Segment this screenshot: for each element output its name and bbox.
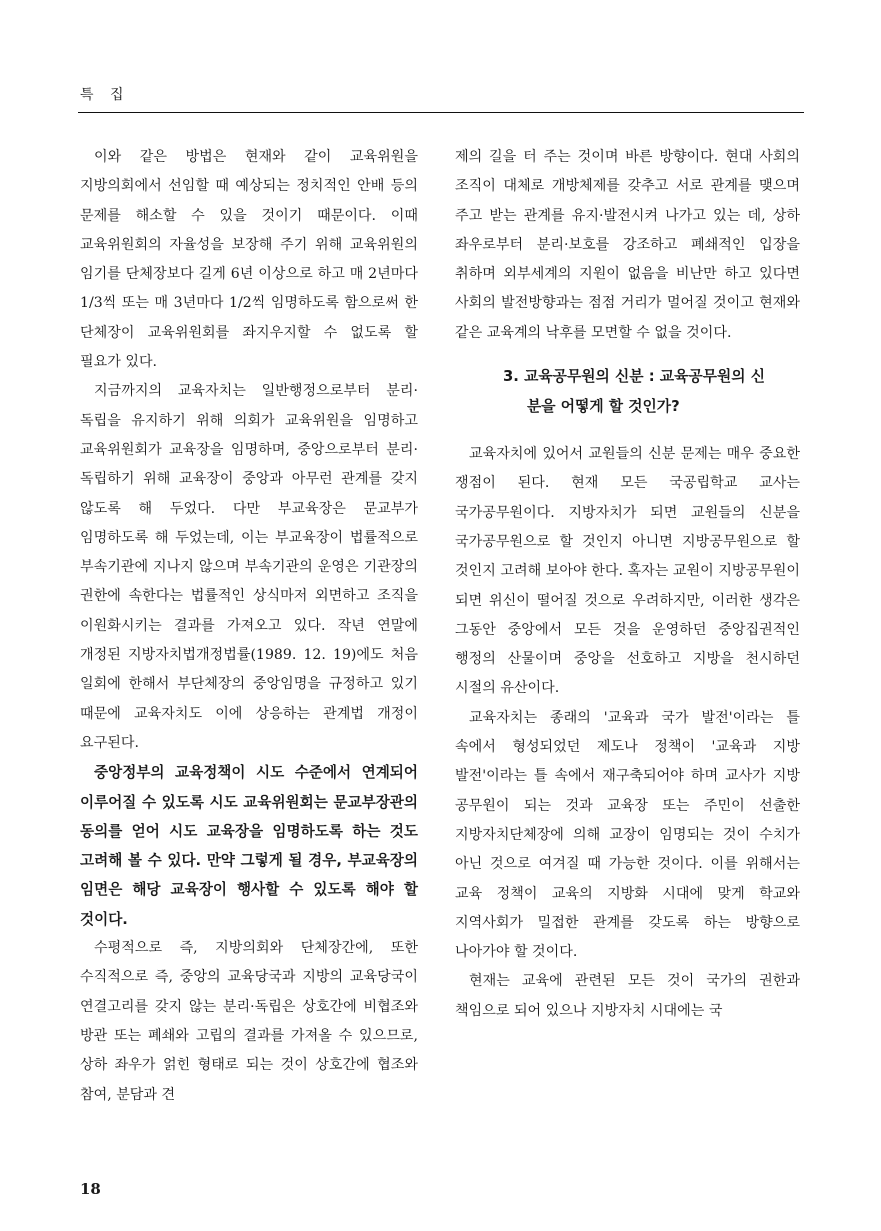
paragraph: 현재는 교육에 관련된 모든 것이 국가의 권한과 책임으로 되어 있으나 지방자치 시대에는 국 <box>455 973 800 1019</box>
paragraph: 수평적으로 즉, 지방의회와 단체장간에, 또한 수직적으로 즉, 중앙의 교육당국과 지방의 교육당국이 연결고리를 갖지 않는 분리·독립은 상호간에 비협조와 방관 또는 폐쇄와 고립의 결과를 가져올 수 있으므로, 상하 좌우가 얽힌 형태로 되는 것이 상호간에 협조와 참여, 분담과 견 <box>80 940 418 1103</box>
paragraph: 교육자치에 있어서 교원들의 신분 문제는 매우 중요한 쟁점이 된다. 현재 모든 국공립학교 교사는 국가공무원이다. 지방자치가 되면 교원들의 신분을 국가공무원으로 할 것인지 아니면 지방공무원으로 할 것인지 고려해 보아야 한다. 혹자는 교원이 지방공무원이 되면 위신이 떨어질 것으로 우려하지만, 이러한 생각은 그동안 중앙에서 모든 것을 운영하던 중앙집권적인 행정의 산물이며 중앙을 선호하고 지방을 천시하던 시절의 유산이다. <box>455 446 800 697</box>
paragraph: 교육자치는 종래의 '교육과 국가 발전'이라는 틀 속에서 형성되었던 제도나 정책이 '교육과 지방 발전'이라는 틀 속에서 재구축되어야 하며 교사가 지방 공무원이 되는 것과 교육장 또는 주민이 선출한 지방자치단체장에 의해 교장이 임명되는 것이 수치가 아닌 것으로 여겨질 때 가능한 것이다. 이를 위해서는 교육 정책이 교육의 지방화 시대에 맞게 학교와 지역사회가 밀접한 관계를 갖도록 하는 방향으로 나아가야 할 것이다. <box>455 709 800 961</box>
section-heading-line: 3. 교육공무원의 신분 : 교육공무원의 신 <box>503 368 765 386</box>
header-rule <box>78 112 804 113</box>
right-column <box>455 143 800 1026</box>
page-number: 18 <box>80 1180 101 1198</box>
paragraph: 이와 같은 방법은 현재와 같이 교육위원을 지방의회에서 선임할 때 예상되는 정치적인 안배 등의 문제를 해소할 수 있을 것이기 때문이다. 이때 교육위원회의 자율성을 보장해 주기 위해 교육위원의 임기를 단체장보다 길게 6년 이상으로 하고 매 2년마다 1/3씩 또는 매 3년마다 1/2씩 임명하도록 함으로써 한 단체장이 교육위원회를 좌지우지할 수 없도록 할 필요가 있다. <box>80 149 418 371</box>
section-heading-line: 분을 어떻게 할 것인가? <box>527 398 680 416</box>
paragraph: 지금까지의 교육자치는 일반행정으로부터 분리·독립을 유지하기 위해 의회가 교육위원을 임명하고 교육위원회가 교육장을 임명하며, 중앙으로부터 분리·독립하기 위해 교육장이 중앙과 아무런 관계를 갖지 않도록 해 두었다. 다만 부교육장은 문교부가 임명하도록 해 두었는데, 이는 부교육장이 법률적으로 부속기관에 지나지 않으며 부속기관의 운영은 기관장의 권한에 속한다는 법률적인 상식마저 외면하고 조직을 이원화시키는 결과를 가져오고 있다. 작년 연말에 개정된 지방자치법개정법률(1989. 12. 19)에도 처음 일회에 한해서 부단체장의 중앙임명을 규정하고 있기 때문에 교육자치도 이에 상응하는 관계법 개정이 요구된다. <box>80 383 418 751</box>
section-label: 특 집 <box>80 87 130 103</box>
section-heading <box>455 362 800 422</box>
left-column <box>80 143 418 1110</box>
paragraph: 제의 길을 터 주는 것이며 바른 방향이다. 현대 사회의 조직이 대체로 개방체제를 갖추고 서로 관계를 맺으며 주고 받는 관계를 유지·발전시켜 나가고 있는 데, 상하 좌우로부터 분리·보호를 강조하고 폐쇄적인 입장을 취하며 외부세계의 지원이 없음을 비난만 하고 있다면 사회의 발전방향과는 점점 거리가 멀어질 것이고 현재와 같은 교육계의 낙후를 모면할 수 없을 것이다. <box>455 149 800 341</box>
bold-paragraph: 중앙정부의 교육정책이 시도 수준에서 연계되어 이루어질 수 있도록 시도 교육위원회는 문교부장관의 동의를 얻어 시도 교육장을 임명하도록 하는 것도 고려해 볼 수 있다. 만약 그렇게 될 경우, 부교육장의 임면은 해당 교육장이 행사할 수 있도록 해야 할 것이다. <box>80 764 418 928</box>
